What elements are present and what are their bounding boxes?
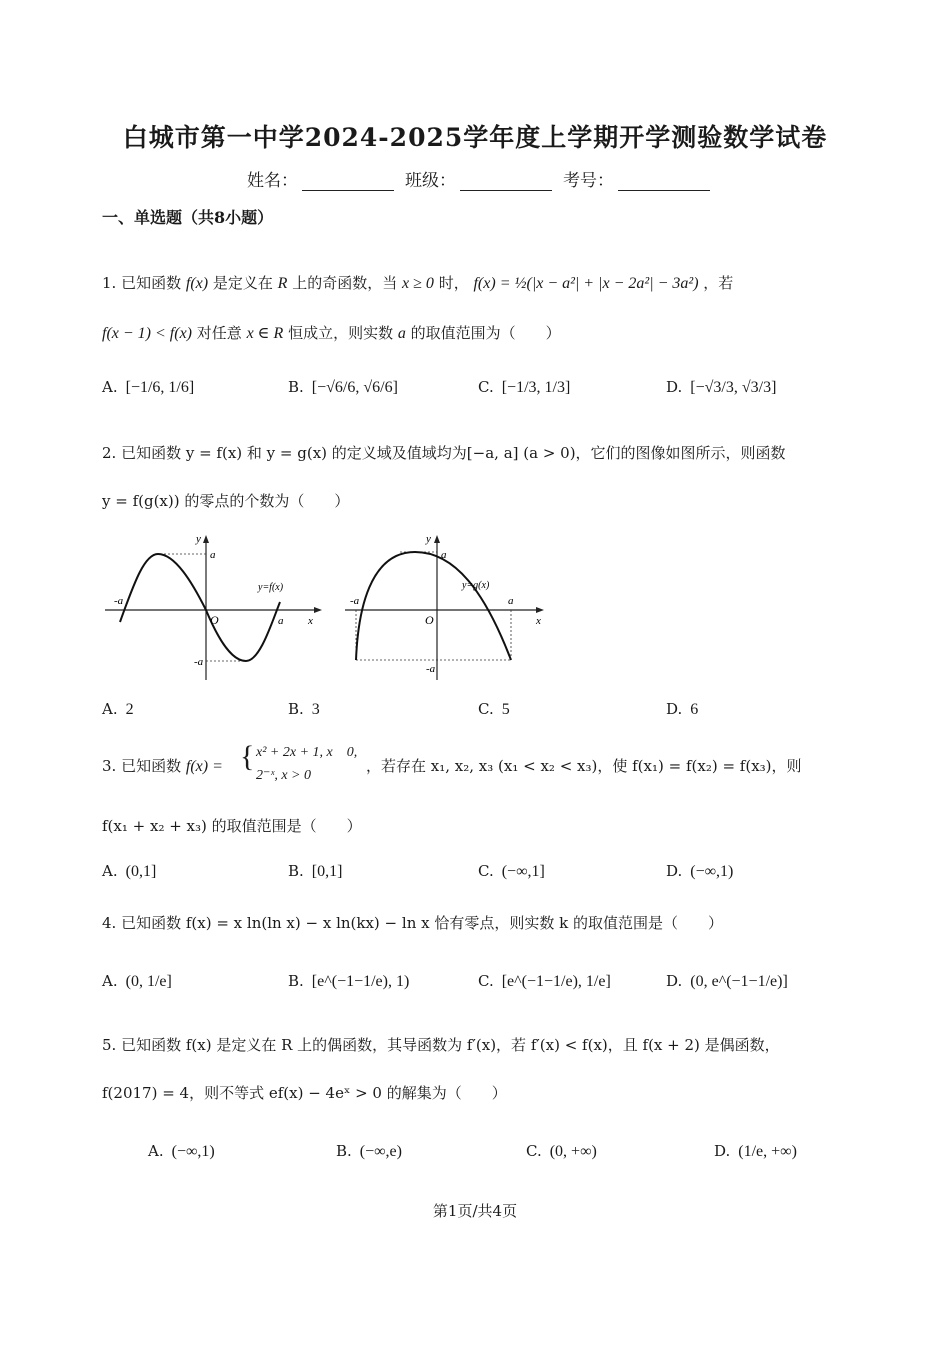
q1-option-c[interactable] [478, 378, 570, 397]
label-a-right: a [278, 615, 284, 627]
option-label: D. [714, 1142, 731, 1160]
option-label: A. [102, 862, 118, 880]
q5-option-c[interactable] [526, 1142, 597, 1161]
q3-option-a[interactable] [102, 862, 156, 881]
y-axis-arrow [434, 535, 440, 543]
q1-R: R [277, 275, 288, 292]
q3-prefix [102, 755, 223, 776]
option-label: A. [102, 972, 118, 990]
q1-text: 时， [438, 274, 469, 292]
option-value: 3 [311, 701, 320, 718]
id-field[interactable] [563, 166, 710, 191]
q5-line1: 5. 已知函数 f(x) 是定义在 R 上的偶函数，其导函数为 f′(x)，若 f′(x) < f(x)，且 f(x + 2) 是偶函数， [102, 1036, 780, 1054]
q3-fdef: f(x) = [185, 758, 223, 775]
q5-option-d[interactable] [714, 1142, 797, 1161]
curve-g [356, 552, 511, 660]
option-value: (0, 1/e] [125, 973, 172, 990]
label-x: x [308, 615, 313, 627]
q1-text: 恒成立，则实数 [288, 324, 394, 342]
q1-text: 是定义在 [212, 274, 273, 292]
option-label: A. [102, 700, 118, 718]
q3-option-d[interactable] [666, 862, 733, 881]
option-value: [e^(−1−1/e), 1/e] [501, 973, 611, 990]
option-label: C. [478, 972, 494, 990]
option-label: B. [288, 378, 304, 396]
graph-g [340, 530, 570, 690]
label-a-top: a [441, 549, 447, 561]
curve-f [120, 554, 280, 661]
q1-option-b[interactable] [288, 378, 398, 397]
label-O: O [210, 613, 219, 627]
option-label: D. [666, 972, 683, 990]
option-label: D. [666, 378, 683, 396]
curve-label-f: y=f(x) [258, 582, 284, 593]
q3-line2: f(x₁ + x₂ + x₃) 的取值范围是（ ） [102, 817, 362, 835]
option-value: [−√3/3, √3/3] [690, 379, 777, 396]
label-y: y [196, 533, 201, 545]
q1-x-in-R: x ∈ R [246, 325, 284, 342]
q4-option-c[interactable] [478, 972, 611, 991]
q1-text: 对任意 [196, 324, 242, 342]
label-y: y [426, 533, 431, 545]
q1-formula: f(x) = ½(|x − a²| + |x − 2a²| − 3a²) [473, 275, 699, 292]
q3-line1-rest: ，若存在 x₁, x₂, x₃ (x₁ < x₂ < x₃)，使 f(x₁) = f(x₂) = f(x₃)，则 [366, 757, 802, 775]
q5-line2: f(2017) = 4，则不等式 ef(x) − 4eˣ > 0 的解集为（ ） [102, 1084, 507, 1102]
q3-option-b[interactable] [288, 862, 342, 881]
option-label: B. [288, 862, 304, 880]
option-value: [−√6/6, √6/6] [311, 379, 398, 396]
q3-brace: { [240, 740, 255, 773]
q4-option-d[interactable] [666, 972, 788, 991]
option-label: C. [478, 700, 494, 718]
label-x: x [536, 615, 541, 627]
option-value: [−1/3, 1/3] [501, 379, 571, 396]
option-value: (−∞,1) [171, 1143, 215, 1160]
q1-text: 1. 已知函数 [102, 274, 182, 292]
option-value: 5 [501, 701, 510, 718]
q1-text: 上的奇函数，当 [292, 274, 398, 292]
option-label: D. [666, 862, 683, 880]
q2-option-c[interactable] [478, 700, 510, 719]
q5-option-a[interactable] [148, 1142, 215, 1161]
x-axis-arrow [314, 607, 322, 613]
label-neg-a-left: -a [350, 595, 360, 607]
option-label: D. [666, 700, 683, 718]
page-footer: 第1页/共4页 [432, 1202, 518, 1220]
q2-line1: 2. 已知函数 y = f(x) 和 y = g(x) 的定义域及值域均为[−a, a] (a > 0)，它们的图像如图所示，则函数 [102, 444, 786, 462]
option-label: B. [336, 1142, 352, 1160]
q3-text: 3. 已知函数 [102, 757, 182, 775]
option-value: (−∞,e) [359, 1143, 402, 1160]
q1-line1 [102, 272, 733, 293]
q2-option-b[interactable] [288, 700, 320, 719]
exam-title: 白城市第一中学2024-2025学年度上学期开学测验数学试卷 [122, 123, 828, 152]
option-value: (−∞,1) [690, 863, 734, 880]
q2-option-d[interactable] [666, 700, 698, 719]
option-value: (0,1] [125, 863, 157, 880]
label-neg-a-bottom: -a [194, 656, 204, 668]
id-label: 考号： [563, 171, 614, 191]
q1-a: a [397, 325, 406, 342]
option-value: (1/e, +∞) [738, 1143, 797, 1160]
y-axis-arrow [203, 535, 209, 543]
q4-option-a[interactable] [102, 972, 172, 991]
q1-text: 的取值范围为（ ） [410, 324, 561, 342]
option-label: C. [526, 1142, 542, 1160]
option-value: 2 [125, 701, 134, 718]
option-label: C. [478, 862, 494, 880]
label-O: O [425, 613, 434, 627]
q5-option-b[interactable] [336, 1142, 402, 1161]
name-blank[interactable] [302, 189, 394, 191]
graph-f [100, 530, 330, 690]
option-label: C. [478, 378, 494, 396]
q4-line1: 4. 已知函数 f(x) = x ln(ln x) − x ln(kx) − ln x 恰有零点，则实数 k 的取值范围是（ ） [102, 914, 723, 932]
q1-fx: f(x) [185, 275, 209, 292]
label-neg-a-left: -a [114, 595, 124, 607]
q3-case2: 2⁻ˣ, x > 0 [256, 768, 312, 783]
q3-case1: x² + 2x + 1, x 0, [256, 745, 358, 760]
label-neg-a-bottom: -a [426, 663, 436, 675]
q3-option-c[interactable] [478, 862, 545, 881]
option-value: 6 [690, 701, 699, 718]
option-label: A. [102, 378, 118, 396]
q1-option-a[interactable] [102, 378, 194, 397]
option-label: B. [288, 700, 304, 718]
q1-option-d[interactable] [666, 378, 776, 397]
q1-text: ，若 [703, 274, 734, 292]
option-value: [0,1] [311, 863, 343, 880]
label-a-right: a [508, 595, 514, 607]
q2-option-a[interactable] [102, 700, 134, 719]
label-a-top: a [210, 549, 216, 561]
curve-label-g: y=g(x) [462, 580, 490, 591]
q1-condition: x ≥ 0 [402, 275, 434, 292]
option-value: [−1/6, 1/6] [125, 379, 195, 396]
class-label: 班级： [405, 171, 456, 191]
section-header: 一、单选题（共8小题） [102, 208, 274, 227]
id-blank[interactable] [618, 189, 710, 191]
name-field[interactable] [247, 166, 394, 191]
option-value: (0, +∞) [549, 1143, 597, 1160]
option-value: (0, e^(−1−1/e)] [690, 973, 788, 990]
q4-option-b[interactable] [288, 972, 409, 991]
option-label: B. [288, 972, 304, 990]
class-blank[interactable] [460, 189, 552, 191]
q1-line2 [102, 322, 561, 343]
q1-inequality: f(x − 1) < f(x) [102, 325, 192, 342]
q2-line2: y = f(g(x)) 的零点的个数为（ ） [102, 492, 350, 510]
x-axis-arrow [536, 607, 544, 613]
option-label: A. [148, 1142, 164, 1160]
option-value: [e^(−1−1/e), 1) [311, 973, 410, 990]
name-label: 姓名： [247, 171, 298, 191]
option-value: (−∞,1] [501, 863, 545, 880]
class-field[interactable] [405, 166, 552, 191]
